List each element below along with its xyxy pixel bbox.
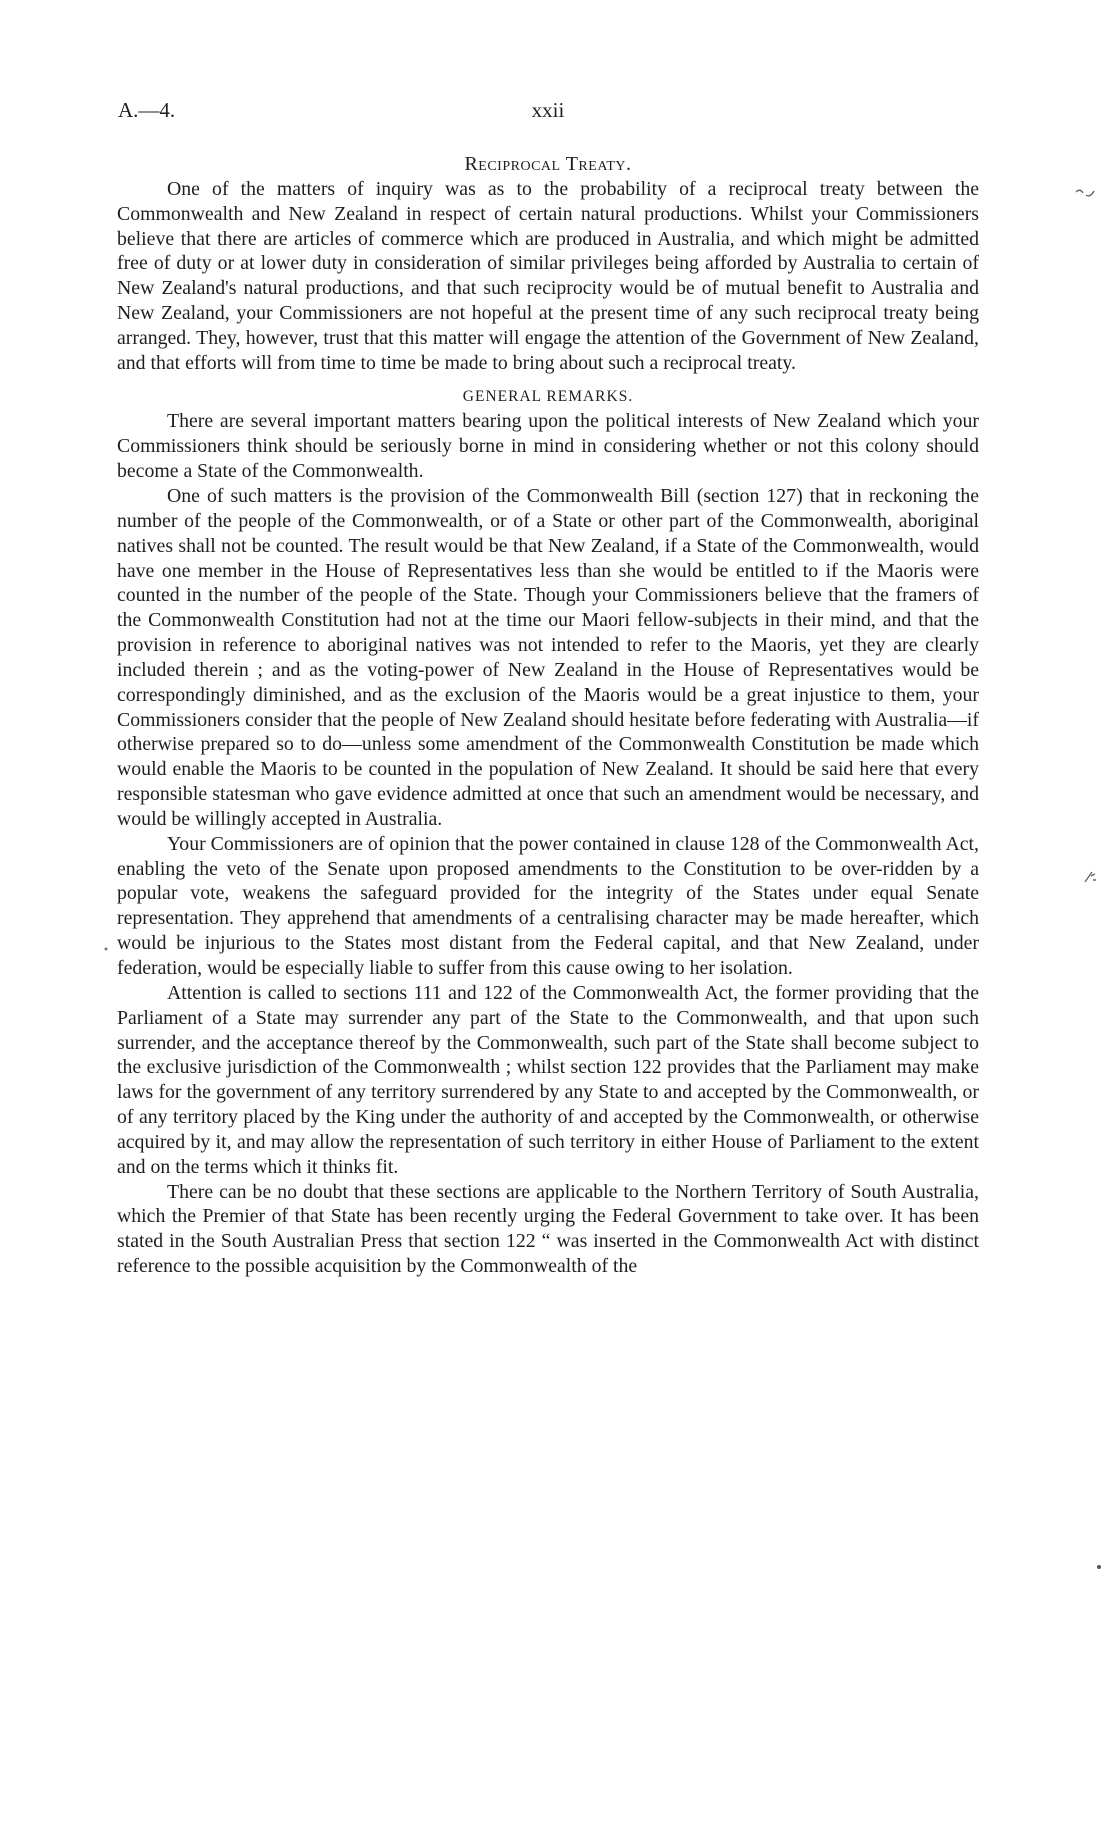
section-heading-reciprocal-treaty: Reciprocal Treaty. — [464, 153, 632, 175]
paragraph-general-2: One of such matters is the provision of the Commonwealth Bill (section 127) that in reckoning the number of the people of the Commonwealth, or of a State or other part of the Commonwealth, aboriginal natives shall not be counted. The result would be that New Zealand, if a State of the Commonwealth, would have one member in the House of Representatives less than she would be entitled to if the Maoris were counted in the number of the people of the State. Though your Commissioners believe that the framers of the Commonwealth Constitution had not at the time our Maori fellow-subjects in their mind, and that the provision in reference to aboriginal natives was not intended to refer to the Maoris, yet they are clearly included therein ; and as the voting-power of New Zealand in the House of Representatives would be correspondingly diminished, and as the exclusion of the Maoris would be a great injustice to them, your Commissioners consider that the people of New Zealand should hesitate before federating with Australia—if otherwise prepared so to do—unless some amendment of the Commonwealth Constitution be made which would enable the Maoris to be counted in the population of New Zealand. It should be said here that every responsible statesman who gave evidence admitted at once that such an amendment would be necessary, and would be willingly accepted in Australia. — [117, 484, 979, 830]
paragraph-general-5: There can be no doubt that these sections are applicable to the Northern Territory of South Australia, which the Premier of that State has been recently urging the Federal Government to take over. It has been stated in the South Australian Press that section 122 “ was inserted in the Commonwealth Act with distinct reference to the possible acquisition by the Commonwealth of the — [117, 1180, 979, 1278]
margin-mark-left — [102, 945, 110, 953]
section-heading-general-remarks: GENERAL REMARKS. — [462, 387, 634, 405]
margin-mark-top — [1074, 186, 1096, 200]
document-reference: A.—4. — [118, 98, 176, 122]
page-number: xxii — [531, 98, 565, 122]
paragraph-general-4: Attention is called to sections 111 and 122 of the Commonwealth Act, the former providing that the Parliament of a State may surrender any part of the State to the Commonwealth, and that upon such surrender, and the acceptance thereof by the Commonwealth, such part of the State shall become subject to the exclusive jurisdiction of the Commonwealth ; whilst section 122 provides that the Parliament may make laws for the government of any territory surrendered by any State to and accepted by the Commonwealth, or of any territory placed by the King under the authority of and accepted by the Commonwealth, or otherwise acquired by it, and may allow the representation of such territory in either House of Parliament to the extent and on the terms which it thinks fit. — [117, 981, 979, 1178]
paragraph-reciprocal-1: One of the matters of inquiry was as to the probability of a reciprocal treaty between the Commonwealth and New Zealand in respect of certain natural productions. Whilst your Commissioners believe that there are articles of commerce which are produced in Australia, and which might be admitted free of duty or at lower duty in consideration of similar privileges being afforded by Australia to certain of New Zealand's natural productions, and that such reciprocity would be of mutual benefit to Australia and New Zealand, your Commissioners are not hopeful at the present time of any such reciprocal treaty being arranged. They, however, trust that this matter will engage the attention of the Government of New Zealand, and that efforts will from time to time be made to bring about such a reciprocal treaty. — [117, 177, 979, 374]
paragraph-general-3: Your Commissioners are of opinion that the power contained in clause 128 of the Commonwealth Act, enabling the veto of the Senate upon proposed amendments to the Constitution to be over-ridden by a popular vote, weakens the safeguard provided for the integrity of the States under equal Senate representation. They apprehend that amendments of a centralising character may be made hereafter, which would be injurious to the States most distant from the Federal capital, and that New Zealand, under federation, would be especially liable to suffer from this cause owing to her isolation. — [117, 832, 979, 979]
page-header — [118, 98, 978, 130]
paragraph-general-1: There are several important matters bearing upon the political interests of New Zealand which your Commissioners think should be seriously borne in mind in considering whether or not this colony should become a State of the Commonwealth. — [117, 410, 979, 483]
body-text — [117, 152, 979, 1279]
margin-mark-lower — [1094, 1562, 1104, 1572]
margin-mark-middle — [1082, 868, 1098, 886]
